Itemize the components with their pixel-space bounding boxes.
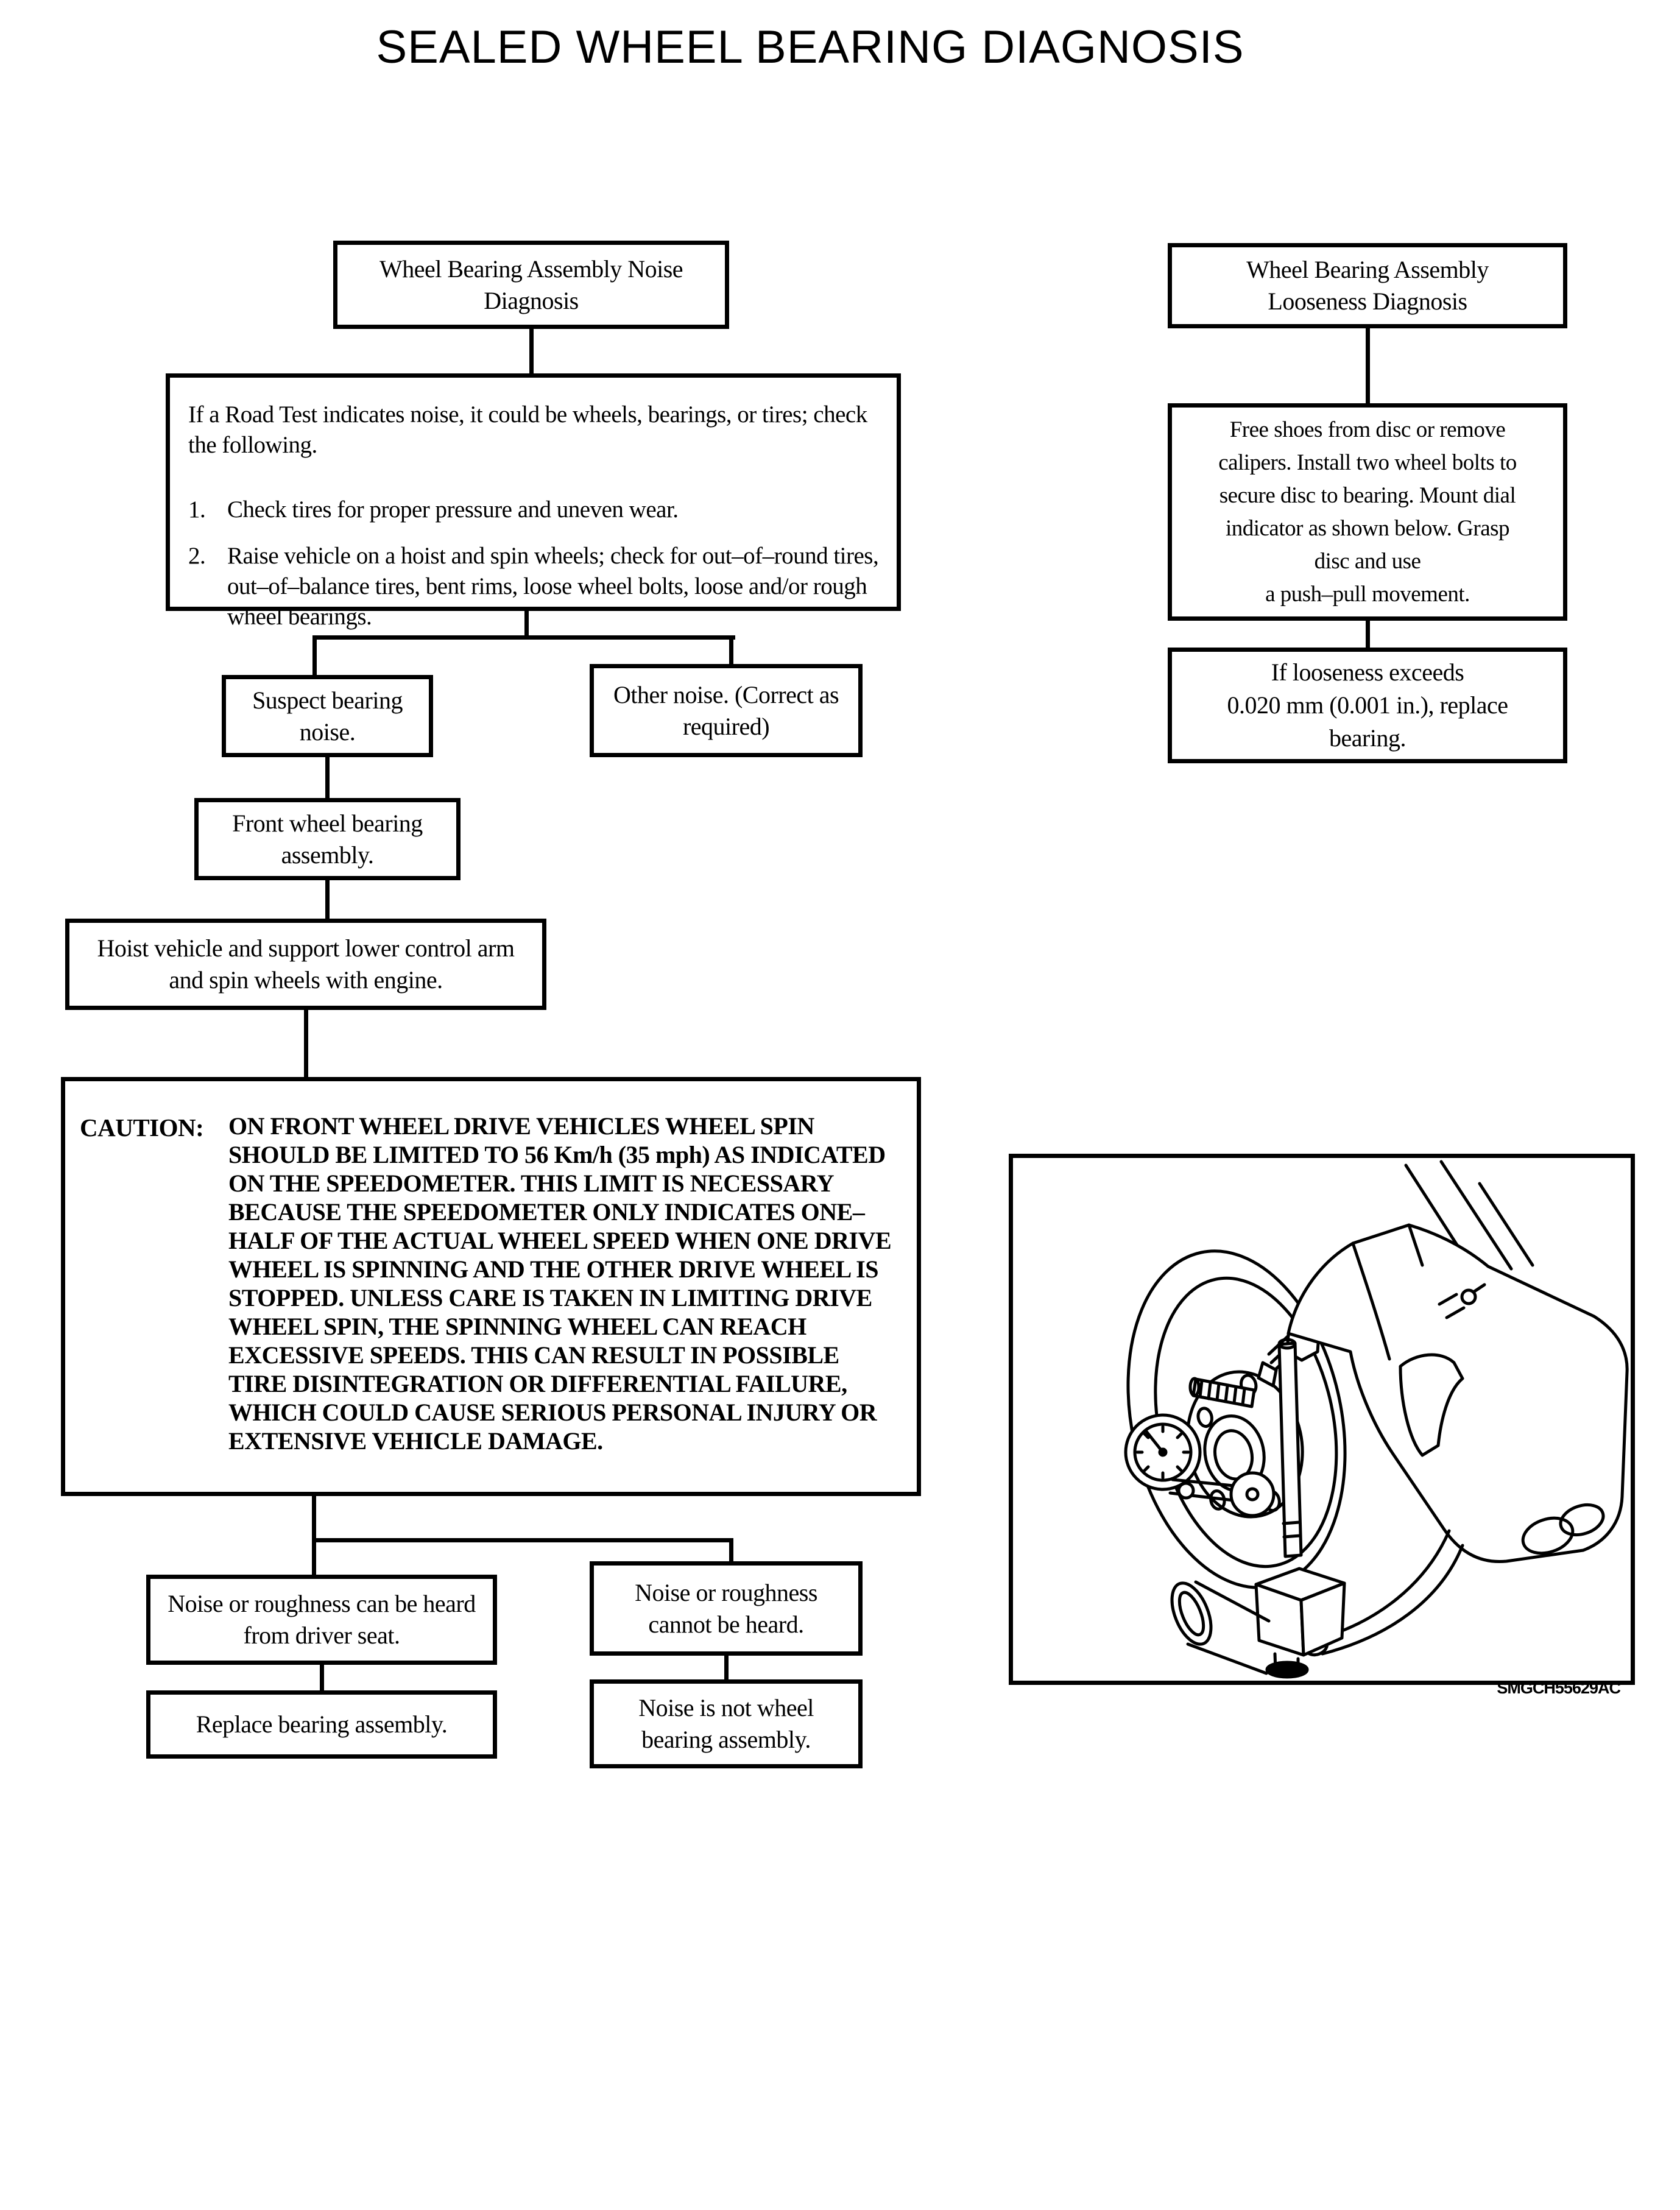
- dial-indicator: [1126, 1415, 1200, 1489]
- connector-split-heard: [312, 1538, 316, 1575]
- procedure-line: secure disc to bearing. Mount dial: [1219, 482, 1516, 508]
- box-front-wheel: Front wheel bearing assembly.: [194, 798, 461, 880]
- figure-code: SMGCH55629AC: [1497, 1679, 1620, 1697]
- limit-line: If looseness exceeds: [1271, 658, 1464, 686]
- box-replace-bearing: Replace bearing assembly.: [146, 1690, 497, 1759]
- figure-frame: [1009, 1154, 1635, 1685]
- box-other-noise: Other noise. (Correct as required): [590, 664, 863, 757]
- caution-text: ON FRONT WHEEL DRIVE VEHICLES WHEEL SPIN SHOULD BE LIMITED TO 56 Km/h (35 mph) AS INDICATED ON THE SPEEDOMETER. THIS LIMIT IS NECESSARY BECAUSE THE SPEEDOMETER ONLY INDICATES ONE–HALF OF THE ACTUAL WHEEL SPEED WHEN ONE DRIVE WHEEL IS SPINNING AND THE OTHER DRIVE WHEEL IS STOPPED. UNLESS CARE IS TAKEN IN LIMITING DRIVE WHEEL SPIN, THE SPINNING WHEEL CAN REACH EXCESSIVE SPEEDS. THIS CAN RESULT IN POSSIBLE TIRE DISINTEGRATION OR DIFFERENTIAL FAILURE, WHICH COULD CAUSE SERIOUS PERSONAL INJURY OR EXTENSIVE VEHICLE DAMAGE.: [228, 1112, 892, 1455]
- connector-hoist-caution: [304, 1010, 308, 1077]
- connector-caution-split: [312, 1496, 316, 1542]
- list-item-text: Raise vehicle on a hoist and spin wheels; check for out–of–round tires, out–of–balance tires, bent rims, loose wheel bolts, loose and/or rough wheel bearings.: [227, 543, 879, 630]
- list-item-number: 2.: [188, 543, 206, 569]
- box-hoist: Hoist vehicle and support lower control arm and spin wheels with engine.: [65, 919, 546, 1010]
- road-test-item: [188, 541, 882, 632]
- connector-looseness-start-procedure: [1366, 328, 1370, 403]
- connector-split-horizontal: [312, 635, 735, 640]
- list-item-text: Check tires for proper pressure and uneven wear.: [227, 496, 679, 523]
- box-looseness-procedure: [1168, 403, 1567, 621]
- procedure-line: indicator as shown below. Grasp: [1225, 515, 1510, 541]
- box-suspect-noise: Suspect bearing noise.: [222, 675, 433, 757]
- connector-start-roadtest: [529, 329, 534, 373]
- limit-line: 0.020 mm (0.001 in.), replace: [1227, 691, 1508, 719]
- limit-line: bearing.: [1329, 724, 1406, 752]
- connector-bottom-horizontal: [312, 1538, 733, 1542]
- procedure-line: disc and use: [1314, 548, 1421, 574]
- road-test-item: [188, 495, 882, 525]
- caution-label: CAUTION:: [80, 1114, 204, 1142]
- box-road-test: [166, 373, 901, 630]
- list-item-number: 1.: [188, 496, 206, 523]
- procedure-line: calipers. Install two wheel bolts to: [1218, 450, 1517, 475]
- wheel-bearing-illustration: [1013, 1158, 1631, 1681]
- connector-split-other: [729, 635, 733, 665]
- connector-procedure-limit: [1366, 621, 1370, 648]
- connector-roadtest-split: [524, 609, 529, 638]
- connector-split-notheard: [729, 1538, 733, 1561]
- procedure-line: a push–pull movement.: [1265, 581, 1470, 607]
- road-test-intro: If a Road Test indicates noise, it could be wheels, bearings, or tires; check the following.: [188, 401, 867, 458]
- connector-heard-replace: [320, 1665, 324, 1690]
- box-not-wheel-bearing: Noise is not wheel bearing assembly.: [590, 1679, 863, 1768]
- box-noise-start: Wheel Bearing Assembly Noise Diagnosis: [333, 241, 729, 329]
- box-looseness-start: Wheel Bearing Assembly Looseness Diagnosis: [1168, 243, 1567, 328]
- connector-notheard-notbearing: [724, 1656, 729, 1679]
- page-title: SEALED WHEEL BEARING DIAGNOSIS: [376, 21, 1244, 73]
- box-noise-heard: Noise or roughness can be heard from driver seat.: [146, 1575, 497, 1665]
- box-noise-not-heard: Noise or roughness cannot be heard.: [590, 1561, 863, 1656]
- connector-frontwheel-hoist: [325, 880, 330, 919]
- box-looseness-limit: [1168, 648, 1567, 763]
- connector-suspect-frontwheel: [325, 757, 330, 798]
- procedure-line: Free shoes from disc or remove: [1229, 417, 1506, 442]
- box-caution: [61, 1077, 921, 1496]
- connector-split-suspect: [312, 635, 317, 676]
